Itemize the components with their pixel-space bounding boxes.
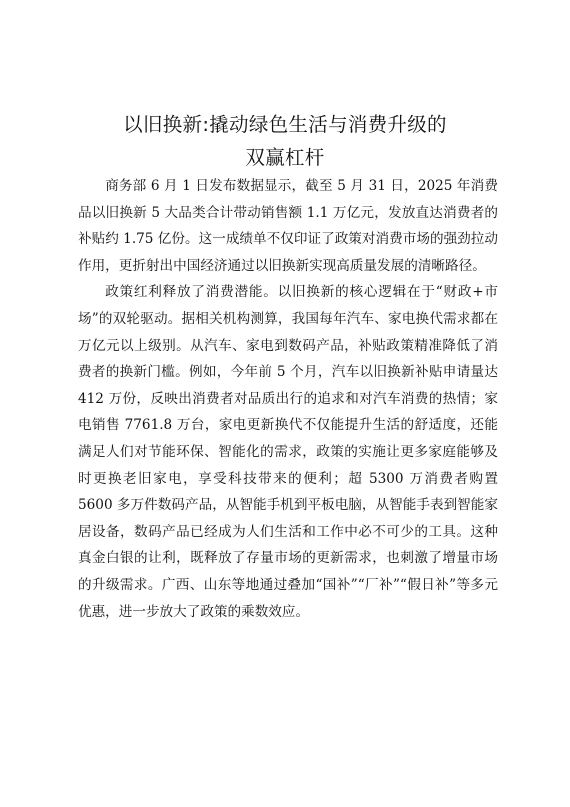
paragraph-1: 商务部 6 月 1 日发布数据显示，截至 5 月 31 日，2025 年消费品以旧换新 5 大品类合计带动销售额 1.1 万亿元，发放直达消费者的补贴约 1.75 亿份。这一成绩单不仅印证了政策对消费市场的强劲拉动作用，更折射出中国经济通过以旧换新实现高质量发展的清晰路径。 bbox=[78, 178, 498, 274]
article-body bbox=[78, 173, 498, 625]
paragraph-2: 政策红利释放了消费潜能。以旧换新的核心逻辑在于“财政+市场”的双轮驱动。据相关机构测算，我国每年汽车、家电换代需求都在万亿元以上级别。从汽车、家电到数码产品，补贴政策精准降低了消费者的换新门槛。例如，今年前 5 个月，汽车以旧换新补贴申请量达 412 万份，反映出消费者对品质出行的追求和对汽车消费的热情；家电销售 7761.8 万台，家电更新换代不仅能提升生活的舒适度，还能满足人们对节能环保、智能化的需求，政策的实施让更多家庭能够及时更换老旧家电，享受科技带来的便利；超 5300 万消费者购置 5600 多万件数码产品，从智能手机到平板电脑，从智能手表到智能家居设备，数码产品已经成为人们生活和工作中必不可少的工具。这种真金白银的让利，既释放了存量市场的更新需求，也刺激了增量市场的升级需求。广西、山东等地通过叠加“国补”“厂补”“假日补”等多元优惠，进一步放大了政策的乘数效应。 bbox=[78, 284, 498, 620]
article-title-line-2: 双赢杠杆 bbox=[245, 146, 325, 169]
article-title-line-1: 以旧换新:撬动绿色生活与消费升级的 bbox=[123, 113, 447, 136]
